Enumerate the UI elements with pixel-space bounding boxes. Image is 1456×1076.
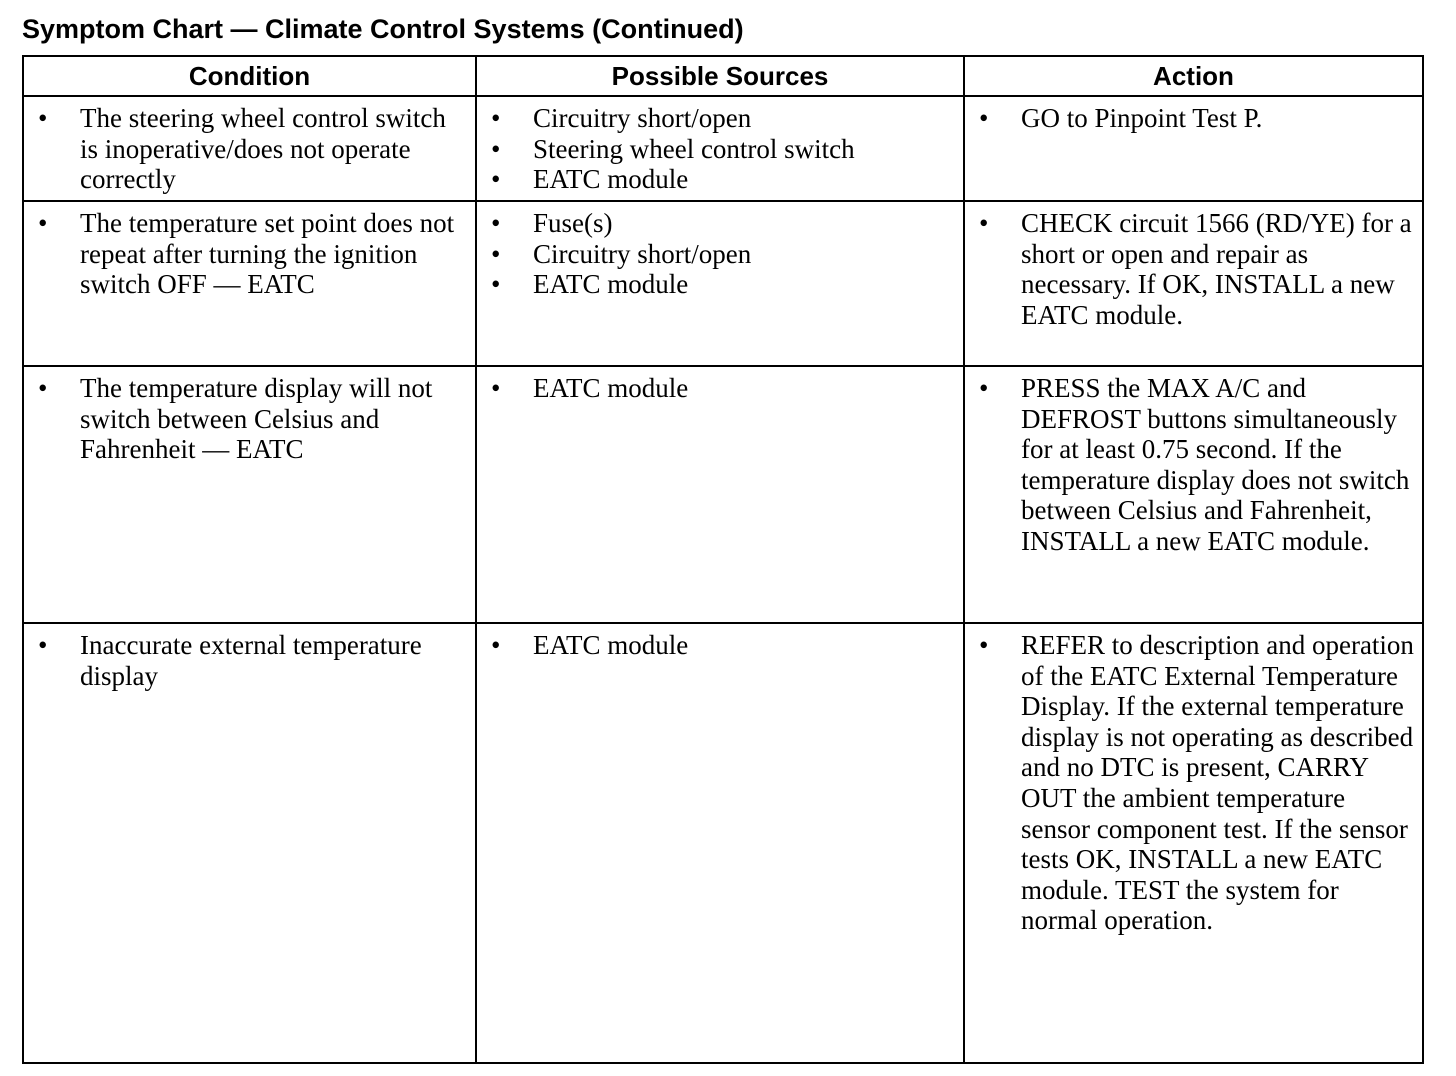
list-item: • EATC module: [477, 269, 957, 300]
table-row: [23, 623, 1423, 1063]
sources-cell: [476, 96, 964, 201]
symptom-table: [22, 55, 1424, 1064]
sources-cell: [476, 623, 964, 1063]
list-item: • The steering wheel control switch is inoperative/does not operate correctly: [24, 103, 469, 195]
list-item: • PRESS the MAX A/C and DEFROST buttons simultaneously for at least 0.75 second. If the temperature display does not switch between Celsius and Fahrenheit, INSTALL a new EATC module.: [965, 373, 1416, 557]
list-item: • GO to Pinpoint Test P.: [965, 103, 1416, 134]
list-item: • The temperature display will not switch between Celsius and Fahrenheit — EATC: [24, 373, 469, 465]
action-cell: [964, 96, 1423, 201]
list-item: • The temperature set point does not repeat after turning the ignition switch OFF — EATC: [24, 208, 469, 300]
table-header-row: [23, 56, 1423, 96]
action-cell: [964, 623, 1423, 1063]
list-item: • REFER to description and operation of the EATC External Temperature Display. If the external temperature display is not operating as described and no DTC is present, CARRY OUT the ambient temperature sensor component test. If the sensor tests OK, INSTALL a new EATC module. TEST the system for normal operation.: [965, 630, 1416, 936]
list-item: • Circuitry short/open: [477, 239, 957, 270]
header-possible-sources: Possible Sources: [476, 56, 964, 96]
list-item: • Fuse(s): [477, 208, 957, 239]
action-cell: [964, 366, 1423, 623]
table-row: [23, 201, 1423, 366]
condition-cell: [23, 366, 476, 623]
header-action: Action: [964, 56, 1423, 96]
list-item: • EATC module: [477, 630, 957, 661]
sources-cell: [476, 366, 964, 623]
condition-cell: [23, 201, 476, 366]
list-item: • EATC module: [477, 164, 957, 195]
sources-cell: [476, 201, 964, 366]
header-condition: Condition: [23, 56, 476, 96]
list-item: • Circuitry short/open: [477, 103, 957, 134]
table-row: [23, 366, 1423, 623]
list-item: • CHECK circuit 1566 (RD/YE) for a short or open and repair as necessary. If OK, INSTALL a new EATC module.: [965, 208, 1416, 330]
list-item: • Steering wheel control switch: [477, 134, 957, 165]
action-cell: [964, 201, 1423, 366]
condition-cell: [23, 623, 476, 1063]
condition-cell: [23, 96, 476, 201]
table-row: [23, 96, 1423, 201]
page-title: Symptom Chart — Climate Control Systems (Continued): [22, 14, 744, 44]
list-item: • EATC module: [477, 373, 957, 404]
list-item: • Inaccurate external temperature display: [24, 630, 469, 691]
